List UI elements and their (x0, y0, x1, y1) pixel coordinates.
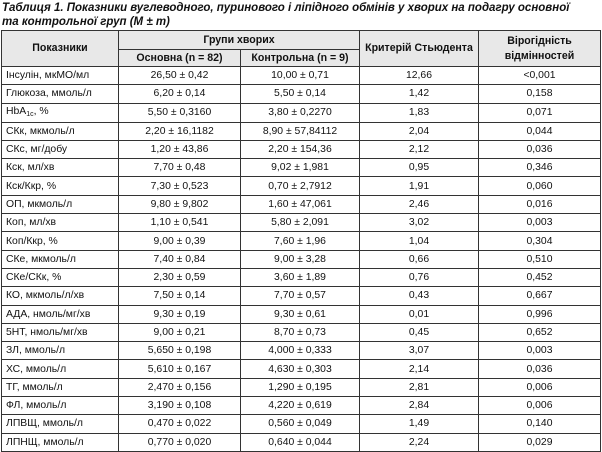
cell-control-group: 2,20 ± 154,36 (241, 140, 360, 158)
table-row (2, 122, 601, 140)
cell-significance: 0,667 (479, 287, 601, 305)
caption-line-2: та контрольної груп (M ± m) (2, 16, 170, 28)
indicator-label: Глюкоза, ммоль/л (6, 88, 92, 100)
table-caption (2, 1, 600, 29)
cell-student-criterion: 1,49 (360, 415, 479, 433)
cell-control-group: 0,560 ± 0,049 (241, 415, 360, 433)
cell-significance: 0,036 (479, 360, 601, 378)
table-row (2, 250, 601, 268)
cell-main-group: 1,20 ± 43,86 (119, 140, 241, 158)
table-row (2, 232, 601, 250)
cell-indicator (2, 232, 119, 250)
indicator-label: ЛПНЩ, ммоль/л (6, 436, 84, 448)
cell-significance: 0,036 (479, 140, 601, 158)
cell-student-criterion: 2,04 (360, 122, 479, 140)
cell-significance: 0,140 (479, 415, 601, 433)
cell-control-group: 7,70 ± 0,57 (241, 287, 360, 305)
table-row (2, 159, 601, 177)
cell-main-group: 9,00 ± 0,21 (119, 323, 241, 341)
cell-student-criterion: 2,46 (360, 195, 479, 213)
indicator-label: ТГ, ммоль/л (6, 381, 63, 393)
cell-significance: 0,452 (479, 268, 601, 286)
cell-student-criterion: 1,91 (360, 177, 479, 195)
cell-student-criterion: 2,12 (360, 140, 479, 158)
cell-main-group: 7,40 ± 0,84 (119, 250, 241, 268)
cell-significance: 0,006 (479, 397, 601, 415)
cell-control-group: 1,60 ± 47,061 (241, 195, 360, 213)
indicator-label: СКк, мкмоль/л (6, 125, 75, 137)
cell-main-group: 1,10 ± 0,541 (119, 214, 241, 232)
cell-indicator (2, 177, 119, 195)
cell-student-criterion: 2,14 (360, 360, 479, 378)
table-row (2, 67, 601, 85)
cell-indicator (2, 214, 119, 232)
cell-student-criterion: 0,43 (360, 287, 479, 305)
table-row (2, 140, 601, 158)
indicator-label: Інсулін, мкМО/мл (6, 70, 90, 82)
results-table (1, 30, 601, 452)
cell-indicator (2, 195, 119, 213)
table-row (2, 342, 601, 360)
cell-control-group: 4,630 ± 0,303 (241, 360, 360, 378)
cell-main-group: 3,190 ± 0,108 (119, 397, 241, 415)
cell-significance: 0,006 (479, 378, 601, 396)
cell-student-criterion: 1,04 (360, 232, 479, 250)
indicator-label: Коп, мл/хв (6, 217, 57, 229)
indicator-unit: , % (33, 105, 49, 117)
cell-indicator (2, 360, 119, 378)
cell-indicator (2, 140, 119, 158)
cell-student-criterion: 0,66 (360, 250, 479, 268)
cell-main-group: 9,30 ± 0,19 (119, 305, 241, 323)
cell-main-group: 2,30 ± 0,59 (119, 268, 241, 286)
cell-main-group: 7,50 ± 0,14 (119, 287, 241, 305)
cell-student-criterion: 2,84 (360, 397, 479, 415)
cell-indicator (2, 342, 119, 360)
cell-student-criterion: 0,76 (360, 268, 479, 286)
cell-main-group: 2,470 ± 0,156 (119, 378, 241, 396)
table-row (2, 85, 601, 103)
indicator-label: ОП, мкмоль/л (6, 198, 73, 210)
cell-indicator (2, 268, 119, 286)
cell-indicator (2, 305, 119, 323)
header-indicators: Показники (2, 31, 119, 67)
indicator-label: КО, мкмоль/л/хв (6, 290, 85, 302)
cell-student-criterion: 1,42 (360, 85, 479, 103)
cell-control-group: 10,00 ± 0,71 (241, 67, 360, 85)
indicator-label: 5НТ, нмоль/мг/хв (6, 327, 88, 338)
table-row (2, 214, 601, 232)
cell-main-group: 5,610 ± 0,167 (119, 360, 241, 378)
table-row (2, 287, 601, 305)
indicator-label: СКс, мг/добу (6, 144, 68, 156)
cell-indicator (2, 323, 119, 341)
cell-control-group: 9,02 ± 1,981 (241, 159, 360, 177)
cell-control-group: 9,00 ± 3,28 (241, 250, 360, 268)
table-row (2, 305, 601, 323)
cell-significance: 0,346 (479, 159, 601, 177)
cell-student-criterion: 3,02 (360, 214, 479, 232)
cell-significance: 0,029 (479, 433, 601, 451)
cell-main-group: 2,20 ± 16,1182 (119, 122, 241, 140)
cell-control-group: 4,000 ± 0,333 (241, 342, 360, 360)
cell-student-criterion: 3,07 (360, 342, 479, 360)
cell-significance: 0,016 (479, 195, 601, 213)
cell-control-group: 3,60 ± 1,89 (241, 268, 360, 286)
indicator-label: СКе/СКк, % (6, 272, 62, 284)
cell-student-criterion: 12,66 (360, 67, 479, 85)
cell-significance: 0,003 (479, 214, 601, 232)
table-row (2, 268, 601, 286)
header-groups: Групи хворих (119, 31, 360, 50)
cell-indicator (2, 122, 119, 140)
cell-significance: <0,001 (479, 67, 601, 85)
cell-significance: 0,060 (479, 177, 601, 195)
cell-student-criterion: 2,81 (360, 378, 479, 396)
cell-indicator (2, 103, 119, 122)
cell-student-criterion: 0,45 (360, 323, 479, 341)
indicator-label: ФЛ, ммоль/л (6, 400, 67, 412)
cell-control-group: 8,90 ± 57,84112 (241, 122, 360, 140)
cell-main-group: 7,70 ± 0,48 (119, 159, 241, 177)
cell-indicator (2, 287, 119, 305)
cell-indicator (2, 433, 119, 451)
cell-control-group: 9,30 ± 0,61 (241, 305, 360, 323)
indicator-label: СКе, мкмоль/л (6, 253, 76, 265)
cell-main-group: 6,20 ± 0,14 (119, 85, 241, 103)
table-row (2, 378, 601, 396)
cell-main-group: 9,80 ± 9,802 (119, 195, 241, 213)
cell-main-group: 7,30 ± 0,523 (119, 177, 241, 195)
table-row (2, 360, 601, 378)
cell-significance: 0,510 (479, 250, 601, 268)
table-row (2, 195, 601, 213)
indicator-label: Кск, мл/хв (6, 162, 55, 174)
indicator-label: ХС, ммоль/л (6, 363, 67, 375)
cell-control-group: 7,60 ± 1,96 (241, 232, 360, 250)
table-row (2, 103, 601, 122)
indicator-subscript: 1c (26, 110, 34, 118)
cell-main-group: 0,470 ± 0,022 (119, 415, 241, 433)
cell-main-group: 26,50 ± 0,42 (119, 67, 241, 85)
indicator-label: ЛПВЩ, ммоль/л (6, 418, 83, 430)
cell-student-criterion: 0,95 (360, 159, 479, 177)
indicator-label: АДА, нмоль/мг/хв (6, 308, 91, 320)
indicator-label: Коп/Ккр, % (6, 235, 58, 247)
caption-line-1: Таблиця 1. Показники вуглеводного, пуринового і ліпідного обмінів у хворих на подагру основної (2, 2, 570, 14)
cell-indicator (2, 397, 119, 415)
cell-significance: 0,996 (479, 305, 601, 323)
cell-control-group: 0,70 ± 2,7912 (241, 177, 360, 195)
indicator-label: HbA (6, 105, 27, 117)
cell-significance: 0,044 (479, 122, 601, 140)
indicator-label: Кск/Ккр, % (6, 180, 57, 192)
cell-significance: 0,304 (479, 232, 601, 250)
cell-main-group: 9,00 ± 0,39 (119, 232, 241, 250)
cell-student-criterion: 1,83 (360, 103, 479, 122)
cell-indicator (2, 378, 119, 396)
cell-significance: 0,652 (479, 323, 601, 341)
cell-indicator (2, 85, 119, 103)
cell-control-group: 1,290 ± 0,195 (241, 378, 360, 396)
cell-indicator (2, 159, 119, 177)
header-significance-line-2: відмінностей (504, 49, 575, 62)
cell-main-group: 0,770 ± 0,020 (119, 433, 241, 451)
header-criterion: Критерій Стьюдента (360, 31, 479, 67)
cell-significance: 0,003 (479, 342, 601, 360)
cell-indicator (2, 415, 119, 433)
cell-control-group: 0,640 ± 0,044 (241, 433, 360, 451)
table-row (2, 433, 601, 451)
cell-control-group: 3,80 ± 0,2270 (241, 103, 360, 122)
header-control-group: Контрольна (n = 9) (241, 50, 360, 67)
cell-control-group: 5,50 ± 0,14 (241, 85, 360, 103)
cell-main-group: 5,650 ± 0,198 (119, 342, 241, 360)
header-main-group: Основна (n = 82) (119, 50, 241, 67)
cell-main-group: 5,50 ± 0,3160 (119, 103, 241, 122)
header-significance (479, 31, 601, 67)
table-row (2, 415, 601, 433)
cell-indicator (2, 67, 119, 85)
cell-student-criterion: 2,24 (360, 433, 479, 451)
cell-control-group: 5,80 ± 2,091 (241, 214, 360, 232)
table-body (2, 67, 601, 452)
table-header (2, 31, 601, 67)
cell-control-group: 4,220 ± 0,619 (241, 397, 360, 415)
cell-control-group: 8,70 ± 0,73 (241, 323, 360, 341)
header-significance-line-1: Вірогідність (507, 34, 572, 47)
cell-indicator (2, 250, 119, 268)
cell-significance: 0,071 (479, 103, 601, 122)
table-row (2, 177, 601, 195)
table-row (2, 323, 601, 341)
cell-significance: 0,158 (479, 85, 601, 103)
cell-student-criterion: 0,01 (360, 305, 479, 323)
indicator-label: ЗЛ, ммоль/л (6, 345, 66, 357)
table-row (2, 397, 601, 415)
